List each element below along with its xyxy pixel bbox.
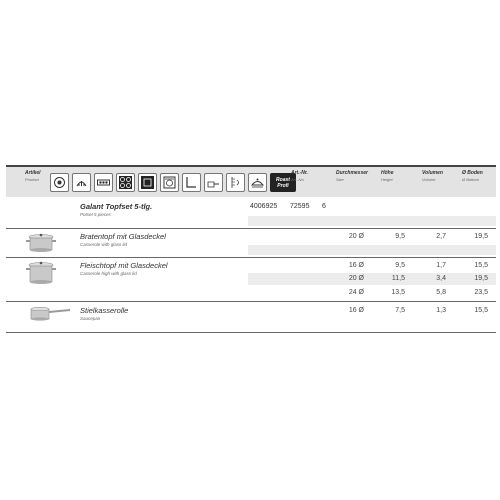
lid-icon: [248, 173, 267, 192]
header-volumen-sub: Volume: [422, 177, 436, 182]
header-boden: Ø Boden: [462, 170, 483, 176]
item-title: Fleischtopf mit Glasdeckel: [80, 261, 168, 270]
header-durchmesser: Durchmesser: [336, 170, 368, 176]
header-artnr-sub: Art.-No.: [291, 177, 305, 182]
gas-stove-icon: [50, 173, 69, 192]
cell-bottom: 19,5: [474, 233, 488, 240]
row-band: [248, 273, 496, 285]
row-divider: [6, 257, 496, 258]
row-band: [248, 245, 496, 255]
induction-icon: [138, 173, 157, 192]
set-code-pack: 6: [322, 203, 326, 210]
cell-volume: 1,3: [436, 307, 446, 314]
cell-bottom: 15,5: [474, 307, 488, 314]
cold-handle-icon: [204, 173, 223, 192]
header-artnr: Art.-Nr.: [291, 170, 308, 176]
cell-height: 7,5: [395, 307, 405, 314]
cell-bottom: 19,5: [474, 275, 488, 282]
electric-plate-icon: [94, 173, 113, 192]
dishwasher-icon: [160, 173, 179, 192]
cell-volume: 5,8: [436, 289, 446, 296]
header-boden-sub: Ø Bottom: [462, 177, 479, 182]
item-subtitle: Casserole high with glass lid: [80, 271, 137, 276]
header-artikel: Artikel: [25, 170, 41, 176]
item-subtitle: Saucepan: [80, 316, 101, 321]
cell-height: 13,5: [391, 289, 405, 296]
item-subtitle: Casserole with glass lid: [80, 242, 128, 247]
icon-strip: [50, 173, 296, 193]
cell-diameter: 20 Ø: [348, 233, 364, 240]
header-durchmesser-sub: Size: [336, 177, 344, 182]
casserole-image: [24, 233, 58, 253]
ceramic-hob-icon: [116, 173, 135, 192]
oven-icon: [182, 173, 201, 192]
item-title: Bratentopf mit Glasdeckel: [80, 232, 166, 241]
cell-volume: 3,4: [436, 275, 446, 282]
set-code-ean: 4006925: [250, 203, 278, 210]
header-hoehe-sub: Height: [381, 177, 393, 182]
cell-height: 11,5: [391, 275, 405, 282]
roast-profi-icon: Roast Profi: [270, 173, 296, 192]
header-hoehe: Höhe: [381, 170, 394, 176]
set-subtitle: Potset 5 pieces: [80, 212, 111, 217]
gas-flame-icon: [72, 173, 91, 192]
saucepan-image: [28, 306, 72, 322]
cell-volume: 1,7: [436, 262, 446, 269]
header-volumen: Volumen: [422, 170, 443, 176]
item-title: Stielkasserolle: [80, 306, 129, 315]
row-band: [248, 216, 496, 226]
set-title: Galant Topfset 5-tlg.: [80, 202, 153, 211]
cell-height: 9,5: [395, 233, 405, 240]
high-casserole-image: [24, 261, 58, 285]
cell-diameter: 16 Ø: [348, 262, 364, 269]
cell-bottom: 23,5: [474, 289, 488, 296]
cell-diameter: 16 Ø: [348, 307, 364, 314]
row-divider: [6, 301, 496, 302]
row-divider: [6, 228, 496, 229]
cell-bottom: 15,5: [474, 262, 488, 269]
header-artikel-sub: Product: [25, 177, 39, 182]
cell-volume: 2,7: [436, 233, 446, 240]
cell-diameter: 24 Ø: [348, 289, 364, 296]
measure-scale-icon: [226, 173, 245, 192]
set-code-artnr: 72595: [290, 203, 310, 210]
cell-height: 9,5: [395, 262, 405, 269]
bottom-rule: [6, 332, 496, 333]
cell-diameter: 20 Ø: [348, 275, 364, 282]
